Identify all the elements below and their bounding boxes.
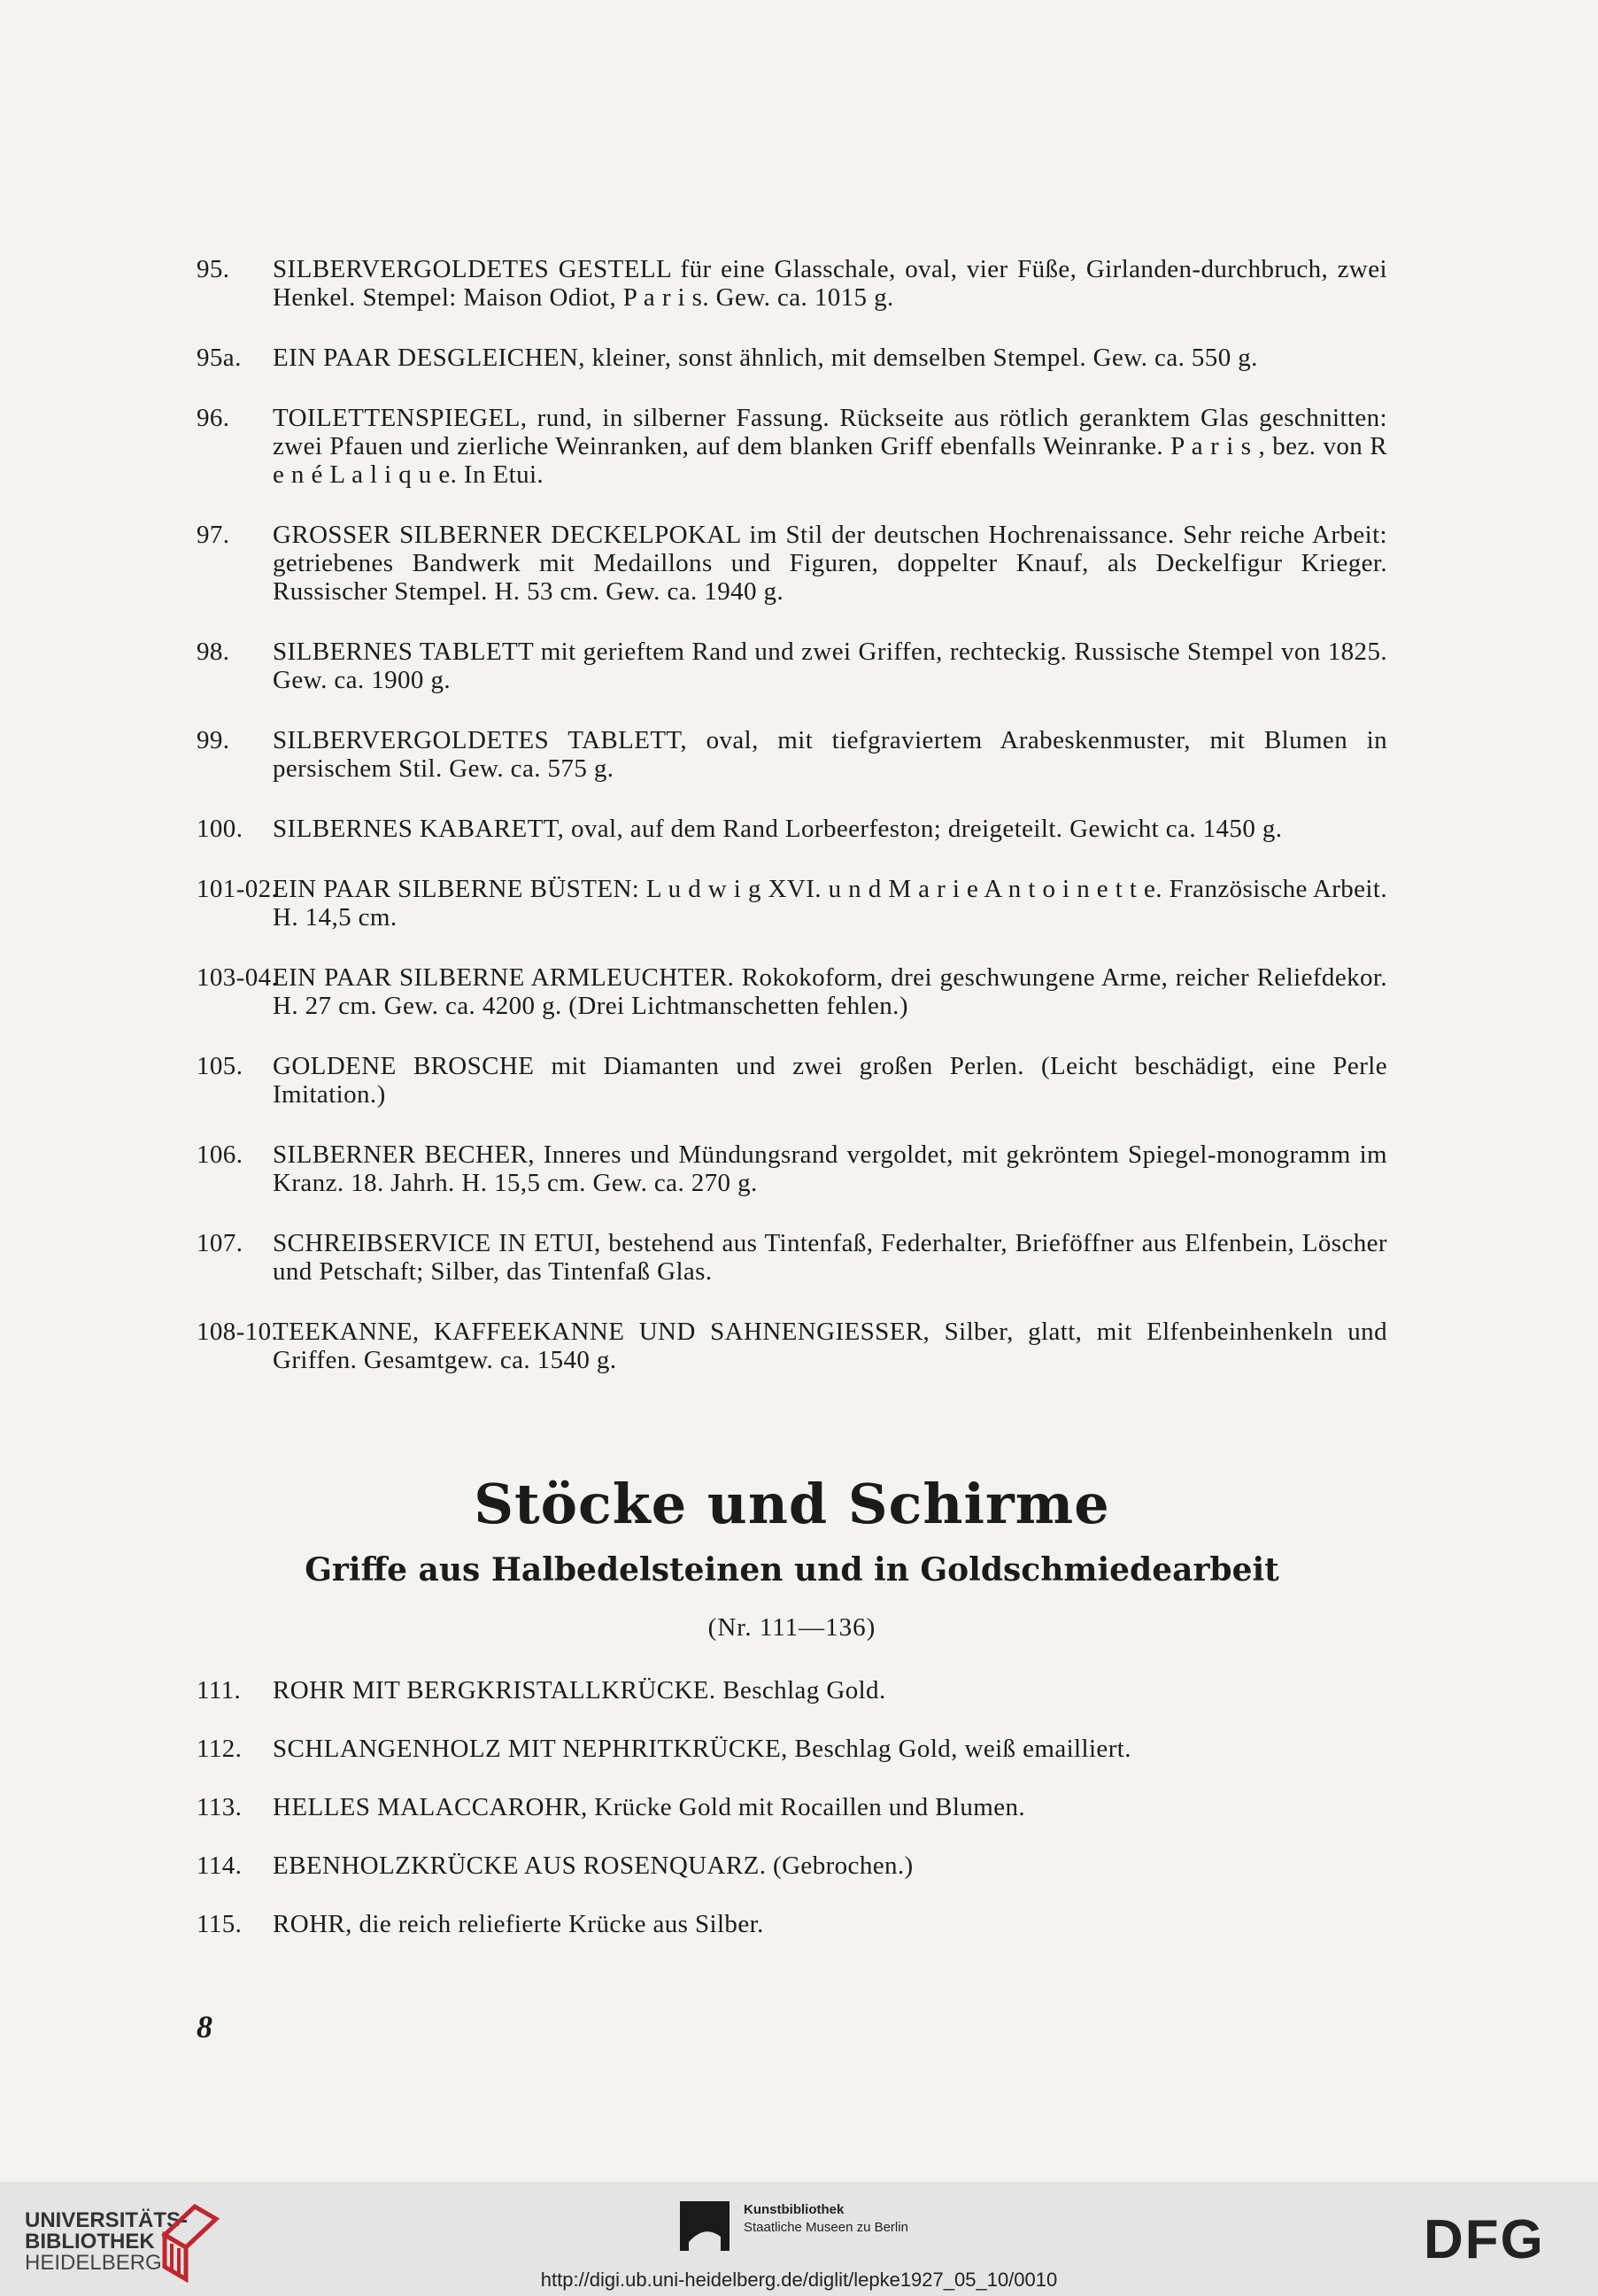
entry-number: 108-10. — [197, 1318, 279, 1346]
entry-number: 114. — [197, 1851, 243, 1880]
entry-text: SILBERNER BECHER, Inneres und Mündungsrand vergoldet, mit gekröntem Spiegel-monogramm im Kranz. 18. Jahrh. H. 15,5 cm. Gew. ca. 270 g. — [273, 1140, 1387, 1197]
catalog-entries-sticks — [197, 1676, 1387, 1968]
dfg-logo[interactable]: DFG — [1424, 2209, 1545, 2270]
section-range: (Nr. 111—136) — [707, 1613, 876, 1642]
section-title: Stöcke und Schirme — [474, 1472, 1110, 1536]
viewer-footer — [0, 2182, 1598, 2296]
entry-text: EIN PAAR SILBERNE ARMLEUCHTER. Rokokoform, drei geschwungene Arme, reicher Reliefdekor. H. 27 cm. Gew. ca. 4200 g. (Drei Lichtmanschetten fehlen.) — [273, 963, 1387, 1020]
entry-number: 101-02. — [197, 875, 279, 903]
entry-text: SILBERVERGOLDETES GESTELL für eine Glasschale, oval, vier Füße, Girlanden-durchbruch, zwei Henkel. Stempel: Maison Odiot, P a r i s. Gew. ca. 1015 g. — [273, 255, 1387, 312]
catalog-entry — [197, 1910, 1387, 1938]
entry-number: 113. — [197, 1793, 243, 1821]
entry-text: TOILETTENSPIEGEL, rund, in silberner Fassung. Rückseite aus rötlich geranktem Glas geschnitten: zwei Pfauen und zierliche Weinranken, auf dem blanken Griff ebenfalls Weinranke. P a r i s , bez. von R e n é L a l i q u e. In Etui. — [273, 404, 1387, 489]
catalog-entry — [197, 1318, 1387, 1374]
catalog-entry — [197, 1851, 1387, 1880]
catalog-entry — [197, 404, 1387, 489]
entry-text: SILBERNES TABLETT mit gerieftem Rand und zwei Griffen, rechteckig. Russische Stempel von 1825. Gew. ca. 1900 g. — [273, 638, 1387, 694]
entry-number: 103-04. — [197, 963, 279, 992]
catalog-entries — [197, 255, 1387, 1406]
kb-line-2: Staatliche Museen zu Berlin — [744, 2220, 908, 2235]
permalink-url[interactable]: http://digi.ub.uni-heidelberg.de/diglit/lepke1927_05_10/0010 — [540, 2269, 1058, 2291]
entry-number: 107. — [197, 1229, 243, 1257]
entry-text: SCHREIBSERVICE IN ETUI, bestehend aus Tintenfaß, Federhalter, Brieföffner aus Elfenbein, Löscher und Petschaft; Silber, das Tintenfaß Glas. — [273, 1229, 1387, 1286]
entry-number: 96. — [197, 404, 230, 432]
entry-text: EIN PAAR DESGLEICHEN, kleiner, sonst ähnlich, mit demselben Stempel. Gew. ca. 550 g. — [273, 344, 1258, 372]
catalog-entry — [197, 638, 1387, 694]
entry-number: 112. — [197, 1735, 243, 1763]
kb-line-1: Kunstbibliothek — [744, 2202, 845, 2217]
catalog-entry — [197, 521, 1387, 606]
entry-text: HELLES MALACCAROHR, Krücke Gold mit Rocaillen und Blumen. — [273, 1793, 1026, 1821]
kunstbibliothek-text[interactable] — [744, 2201, 908, 2237]
entry-number: 100. — [197, 815, 243, 843]
ub-line-3: HEIDELBERG — [25, 2251, 162, 2275]
entry-text: SCHLANGENHOLZ MIT NEPHRITKRÜCKE, Beschlag Gold, weiß emailliert. — [273, 1735, 1131, 1763]
catalog-entry — [197, 815, 1387, 843]
catalog-entry — [197, 963, 1387, 1020]
entry-number: 95. — [197, 255, 230, 283]
catalog-entry — [197, 1052, 1387, 1109]
catalog-entry — [197, 1140, 1387, 1197]
entry-text: GROSSER SILBERNER DECKELPOKAL im Stil der deutschen Hochrenaissance. Sehr reiche Arbeit: getriebenes Bandwerk mit Medaillons und Figuren, doppelter Knauf, als Deckelfigur Krieger. Russischer Stempel. H. 53 cm. Gew. ca. 1940 g. — [273, 521, 1387, 606]
entry-number: 97. — [197, 521, 230, 549]
entry-text: GOLDENE BROSCHE mit Diamanten und zwei großen Perlen. (Leicht beschädigt, eine Perle Imitation.) — [273, 1052, 1387, 1109]
catalog-entry — [197, 1229, 1387, 1286]
entry-text: SILBERVERGOLDETES TABLETT, oval, mit tiefgraviertem Arabeskenmuster, mit Blumen in persischem Stil. Gew. ca. 575 g. — [273, 726, 1387, 783]
page-number: 8 — [197, 2009, 212, 2045]
catalog-entry — [197, 255, 1387, 312]
catalog-entry — [197, 344, 1387, 372]
ub-line-2: BIBLIOTHEK — [25, 2230, 155, 2253]
entry-number: 105. — [197, 1052, 243, 1080]
section-subtitle: Griffe aus Halbedelsteinen und in Goldschmiedearbeit — [305, 1551, 1279, 1589]
entry-number: 98. — [197, 638, 230, 666]
entry-text: EBENHOLZKRÜCKE AUS ROSENQUARZ. (Gebrochen.) — [273, 1851, 914, 1880]
entry-number: 111. — [197, 1676, 242, 1705]
entry-text: TEEKANNE, KAFFEEKANNE UND SAHNENGIESSER, Silber, glatt, mit Elfenbeinhenkeln und Griffen. Gesamtgew. ca. 1540 g. — [273, 1318, 1387, 1374]
catalog-entry — [197, 1676, 1387, 1705]
ub-line-1: UNIVERSITÄTS- — [25, 2208, 189, 2232]
catalog-entry — [197, 1735, 1387, 1763]
entry-text: SILBERNES KABARETT, oval, auf dem Rand Lorbeerfeston; dreigeteilt. Gewicht ca. 1450 g. — [273, 815, 1283, 843]
entry-number: 106. — [197, 1140, 243, 1169]
entry-text: ROHR, die reich reliefierte Krücke aus Silber. — [273, 1910, 764, 1938]
entry-text: ROHR MIT BERGKRISTALLKRÜCKE. Beschlag Gold. — [273, 1676, 886, 1705]
catalog-entry — [197, 726, 1387, 783]
catalog-entry — [197, 875, 1387, 932]
catalog-entry — [197, 1793, 1387, 1821]
entry-number: 115. — [197, 1910, 243, 1938]
entry-number: 99. — [197, 726, 230, 754]
entry-text: EIN PAAR SILBERNE BÜSTEN: L u d w i g XVI. u n d M a r i e A n t o i n e t t e. Französische Arbeit. H. 14,5 cm. — [273, 875, 1387, 932]
entry-number: 95a. — [197, 344, 242, 372]
kunstbibliothek-logo-icon — [680, 2201, 730, 2251]
